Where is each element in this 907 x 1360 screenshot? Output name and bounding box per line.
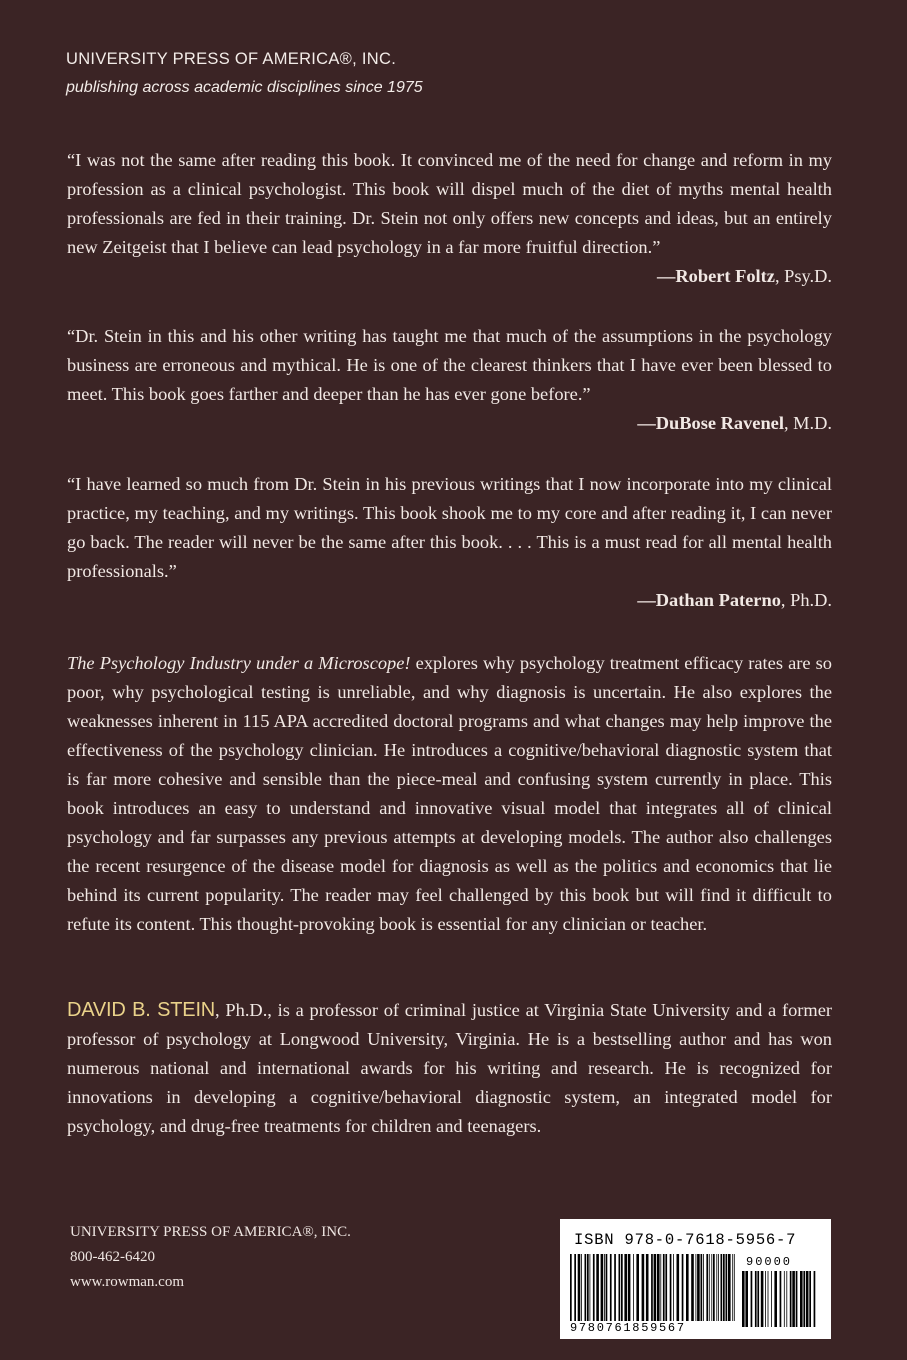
barcode-bar xyxy=(814,1271,816,1327)
blurb-author-name: —Robert Foltz xyxy=(656,266,775,286)
barcode-bar xyxy=(711,1254,712,1326)
barcode-bar xyxy=(721,1254,723,1326)
barcode-bar xyxy=(621,1254,623,1326)
barcode-bar xyxy=(665,1254,667,1326)
barcode-bar xyxy=(619,1254,621,1326)
barcode-bar xyxy=(686,1254,689,1326)
barcode-bar xyxy=(716,1254,717,1326)
isbn-label: ISBN 978-0-7618-5956-7 xyxy=(574,1231,797,1249)
barcode-bar xyxy=(723,1254,725,1326)
description-text: explores why psychology treatment efficacy rates are so poor, why psychological testing is unreliable, and why diagnosis is uncertain. He also explores the weaknesses inherent in 115 APA accredited doctoral programs and what changes may help improve the effectiveness of the psychology clinician. He introduces a cognitive/behavioral diagnostic system that is far more cohesive and sensible than the piece-meal and confusing system currently in place. This book introduces an easy to understand and innovative visual model that integrates all of clinical psychology and far surpasses any previous attempts at developing models. The author also challenges the recent resurgence of the disease model for diagnosis as well as the politics and economics that lie behind its current popularity. The reader may feel challenged by this book but will find it difficult to refute its content. This thought-provoking book is essential for any clinician or teacher. xyxy=(67,653,832,934)
barcode-bar xyxy=(713,1254,715,1326)
barcode-bar xyxy=(765,1271,766,1327)
bio-text: , Ph.D., is a professor of criminal justice at Virginia State University and a former professor of psychology at Longwood University, Virginia. He is a bestselling author and has won numerous national and international awards for his writing and research. He is recognized for innovations in developing a cognitive/behavioral diagnostic system, an integrated model for psychology, and drug-free treatments for children and teenagers. xyxy=(67,1000,832,1136)
blurb-author-suffix: , Psy.D. xyxy=(774,266,832,286)
blurb-author-suffix: , M.D. xyxy=(783,413,832,433)
barcode-bar xyxy=(757,1271,759,1327)
blurb-attribution xyxy=(67,262,832,291)
barcode-bar xyxy=(803,1271,805,1327)
barcode-bar xyxy=(654,1254,657,1326)
barcode-bar xyxy=(660,1254,661,1326)
isbn-barcode xyxy=(560,1219,831,1339)
blurb-author-name: —DuBose Ravenel xyxy=(637,413,784,433)
barcode-bar xyxy=(590,1254,591,1326)
barcode-bar xyxy=(642,1254,645,1326)
barcode-bar xyxy=(734,1254,735,1326)
barcode-bar xyxy=(691,1254,694,1326)
publisher-header xyxy=(66,50,423,97)
barcode-bar xyxy=(732,1254,733,1326)
barcode-bar xyxy=(657,1254,660,1326)
barcode-bar xyxy=(703,1254,704,1326)
blurb-foltz xyxy=(67,146,832,291)
blurb-attribution xyxy=(67,586,832,615)
barcode-bar xyxy=(761,1271,764,1327)
barcode-bar xyxy=(633,1254,634,1326)
blurb-text: “I was not the same after reading this book. It convinced me of the need for change and reform in my profession as a clinical psychologist. This book will dispel much of the diet of myths mental health professionals are fed in their training. Dr. Stein not only offers new concepts and ideas, but an entirely new Zeitgeist that I believe can lead psychology in a far more fruitful direction.” xyxy=(67,150,832,257)
blurb-paterno xyxy=(67,470,832,615)
price-code: 90000 xyxy=(746,1255,793,1269)
barcode-bar xyxy=(570,1254,572,1326)
barcode-bar xyxy=(696,1254,697,1326)
barcode-bar xyxy=(587,1254,589,1326)
barcode-bar xyxy=(796,1271,798,1327)
barcode-bar xyxy=(614,1254,616,1326)
barcode-bar xyxy=(780,1271,782,1327)
publisher-name: UNIVERSITY PRESS OF AMERICA®, INC. xyxy=(66,50,397,68)
barcode-bar xyxy=(728,1254,731,1326)
barcode-bar xyxy=(706,1254,708,1326)
barcode-bar xyxy=(774,1271,777,1327)
footer-phone: 800-462-6420 xyxy=(70,1249,155,1265)
blurb-author-name: —Dathan Paterno xyxy=(637,590,781,610)
barcode-bar xyxy=(646,1254,649,1326)
barcode-bar xyxy=(709,1254,710,1326)
barcode-bar xyxy=(745,1271,748,1327)
blurb-author-suffix: , Ph.D. xyxy=(780,590,832,610)
book-title: The Psychology Industry under a Microscope! xyxy=(67,653,411,673)
barcode-bar xyxy=(726,1254,728,1326)
barcode-bar xyxy=(755,1271,757,1327)
barcode-bar xyxy=(771,1271,772,1327)
barcode-bar xyxy=(786,1271,787,1327)
barcode-bar xyxy=(701,1254,703,1326)
barcode-bar xyxy=(601,1254,604,1326)
footer-website: www.rowman.com xyxy=(70,1274,185,1290)
barcode-bar xyxy=(673,1254,674,1326)
barcode-bar xyxy=(790,1271,792,1327)
barcode-bar xyxy=(593,1254,595,1326)
barcode-bar xyxy=(768,1271,769,1327)
barcode-bar xyxy=(604,1254,605,1326)
barcode-addon-bars-icon xyxy=(742,1271,816,1327)
author-bio xyxy=(67,996,832,1141)
barcode-digits: 9780761859567 xyxy=(570,1321,735,1335)
barcode-bar xyxy=(809,1271,811,1327)
barcode-bar xyxy=(677,1254,680,1326)
barcode-bar xyxy=(606,1254,608,1326)
author-name: DAVID B. STEIN xyxy=(67,999,216,1021)
barcode-bar xyxy=(670,1254,672,1326)
barcode-bar xyxy=(628,1254,631,1326)
barcode-bar xyxy=(800,1271,803,1327)
book-description xyxy=(67,649,832,939)
barcode-bar xyxy=(574,1254,576,1326)
barcode-bar xyxy=(718,1254,719,1326)
barcode-bars-icon xyxy=(570,1254,735,1326)
barcode-bar xyxy=(697,1254,700,1326)
blurb-text: “Dr. Stein in this and his other writing has taught me that much of the assumptions in the psychology business are erroneous and mythical. He is one of the clearest thinkers that I have ever been blessed to meet. This book goes farther and deeper than he has ever gone before.” xyxy=(67,326,832,404)
barcode-bar xyxy=(596,1254,599,1326)
barcode-bar xyxy=(682,1254,684,1326)
blurb-ravenel xyxy=(67,322,832,438)
barcode-bar xyxy=(585,1254,587,1326)
blurb-text: “I have learned so much from Dr. Stein in his previous writings that I now incorporate into my clinical practice, my teaching, and my writings. This book shook me to my core and after reading it, I can never go back. The reader will never be the same after this book. . . . This is a must read for all mental health professionals.” xyxy=(67,474,832,581)
blurb-attribution xyxy=(67,409,832,438)
barcode-bar xyxy=(751,1271,753,1327)
barcode-bar xyxy=(610,1254,612,1326)
barcode-bar xyxy=(636,1254,639,1326)
publisher-tagline: publishing across academic disciplines since 1975 xyxy=(66,79,423,96)
barcode-bar xyxy=(651,1254,653,1326)
barcode-bar xyxy=(578,1254,581,1326)
barcode-bar xyxy=(792,1271,795,1327)
barcode-bar xyxy=(581,1254,582,1326)
barcode-bar xyxy=(663,1254,665,1326)
barcode-bar xyxy=(742,1271,745,1327)
footer-publisher: UNIVERSITY PRESS OF AMERICA®, INC. xyxy=(70,1224,351,1240)
barcode-bar xyxy=(784,1271,785,1327)
barcode-bar xyxy=(806,1271,809,1327)
publisher-footer xyxy=(70,1220,351,1295)
barcode-bar xyxy=(624,1254,627,1326)
